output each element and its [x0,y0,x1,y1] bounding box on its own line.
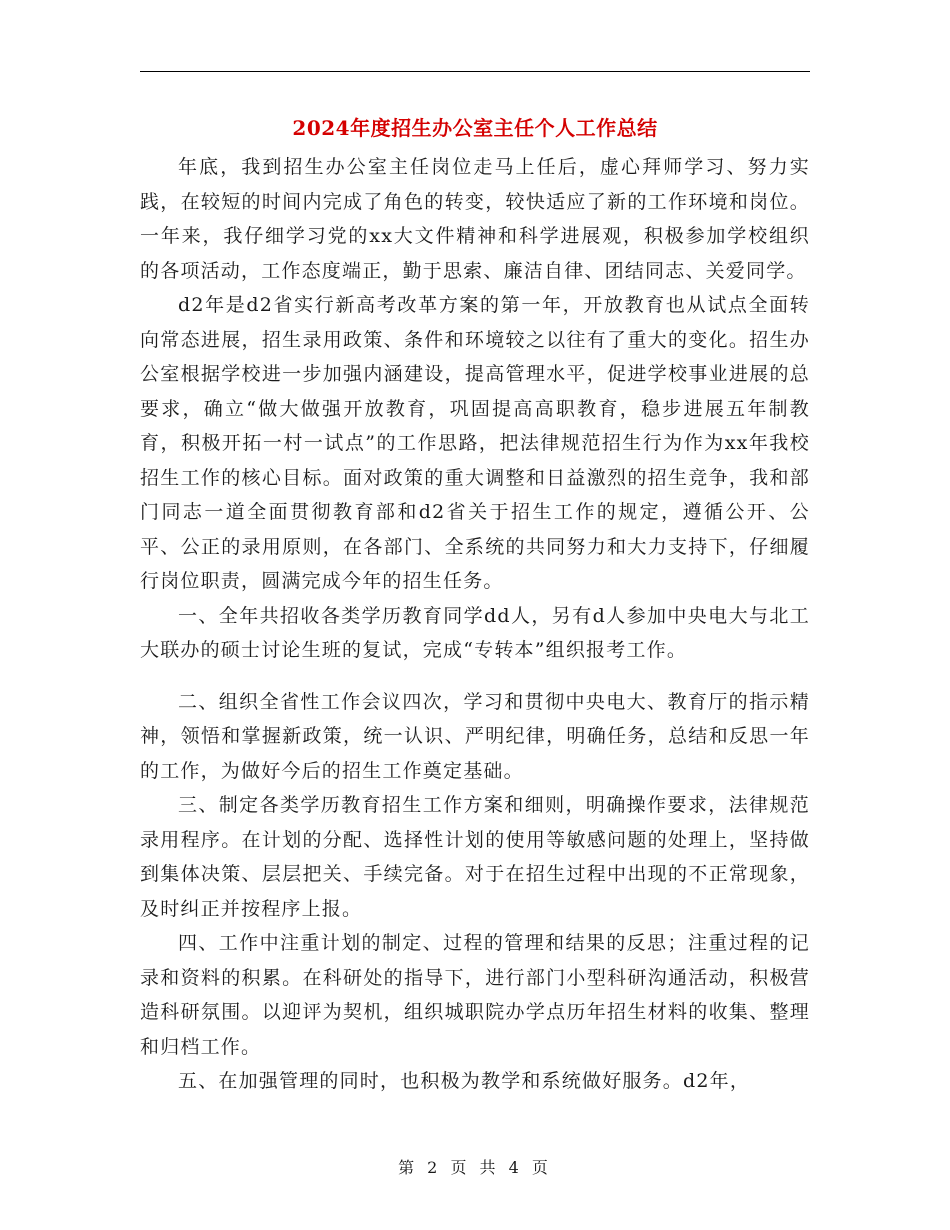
document-body [140,150,810,1099]
paragraph-item-3: 三、制定各类学历教育招生工作方案和细则，明确操作要求，法律规范录用程序。在计划的分配、选择性计划的使用等敏感问题的处理上，坚持做到集体决策、层层把关、手续完备。对于在招生过程中出现的不正常现象，及时纠正并按程序上报。 [140,794,810,920]
paragraph-background: d2年是d2省实行新高考改革方案的第一年，开放教育也从试点全面转向常态进展，招生录用政策、条件和环境较之以往有了重大的变化。招生办公室根据学校进一步加强内涵建设，提高管理水平，促进学校事业进展的总要求，确立“做大做强开放教育，巩固提高高职教育，稳步进展五年制教育，积极开拓一村一试点”的工作思路，把法律规范招生行为作为xx年我校招生工作的核心目标。面对政策的重大调整和日益激烈的招生竞争，我和部门同志一道全面贯彻教育部和d2省关于招生工作的规定，遵循公开、公平、公正的录用原则，在各部门、全系统的共同努力和大力支持下，仔细履行岗位职责，圆满完成今年的招生任务。 [140,294,810,592]
page-number: 第 2 页 共 4 页 [398,1158,552,1177]
document-title: 2024年度招生办公室主任个人工作总结 [292,116,658,140]
paragraph-intro: 年底，我到招生办公室主任岗位走马上任后，虚心拜师学习、努力实践，在较短的时间内完成了角色的转变，较快适应了新的工作环境和岗位。一年来，我仔细学习党的xx大文件精神和科学进展观，积极参加学校组织的各项活动，工作态度端正，勤于思索、廉洁自律、团结同志、关爱同学。 [140,156,810,282]
paragraph-item-1: 一、全年共招收各类学历教育同学dd人，另有d人参加中央电大与北工大联办的硕士讨论生班的复试，完成“专转本”组织报考工作。 [140,604,810,661]
paragraph-item-4: 四、工作中注重计划的制定、过程的管理和结果的反思；注重过程的记录和资料的积累。在科研处的指导下，进行部门小型科研沟通活动，积极营造科研氛围。以迎评为契机，组织城职院办学点历年招生材料的收集、整理和归档工作。 [140,932,810,1058]
header-rule [140,71,810,72]
paragraph-item-5: 五、在加强管理的同时，也积极为教学和系统做好服务。d2年， [178,1070,751,1092]
paragraph-item-2: 二、组织全省性工作会议四次，学习和贯彻中央电大、教育厅的指示精神，领悟和掌握新政策，统一认识、严明纪律，明确任务，总结和反思一年的工作，为做好今后的招生工作奠定基础。 [140,690,810,782]
